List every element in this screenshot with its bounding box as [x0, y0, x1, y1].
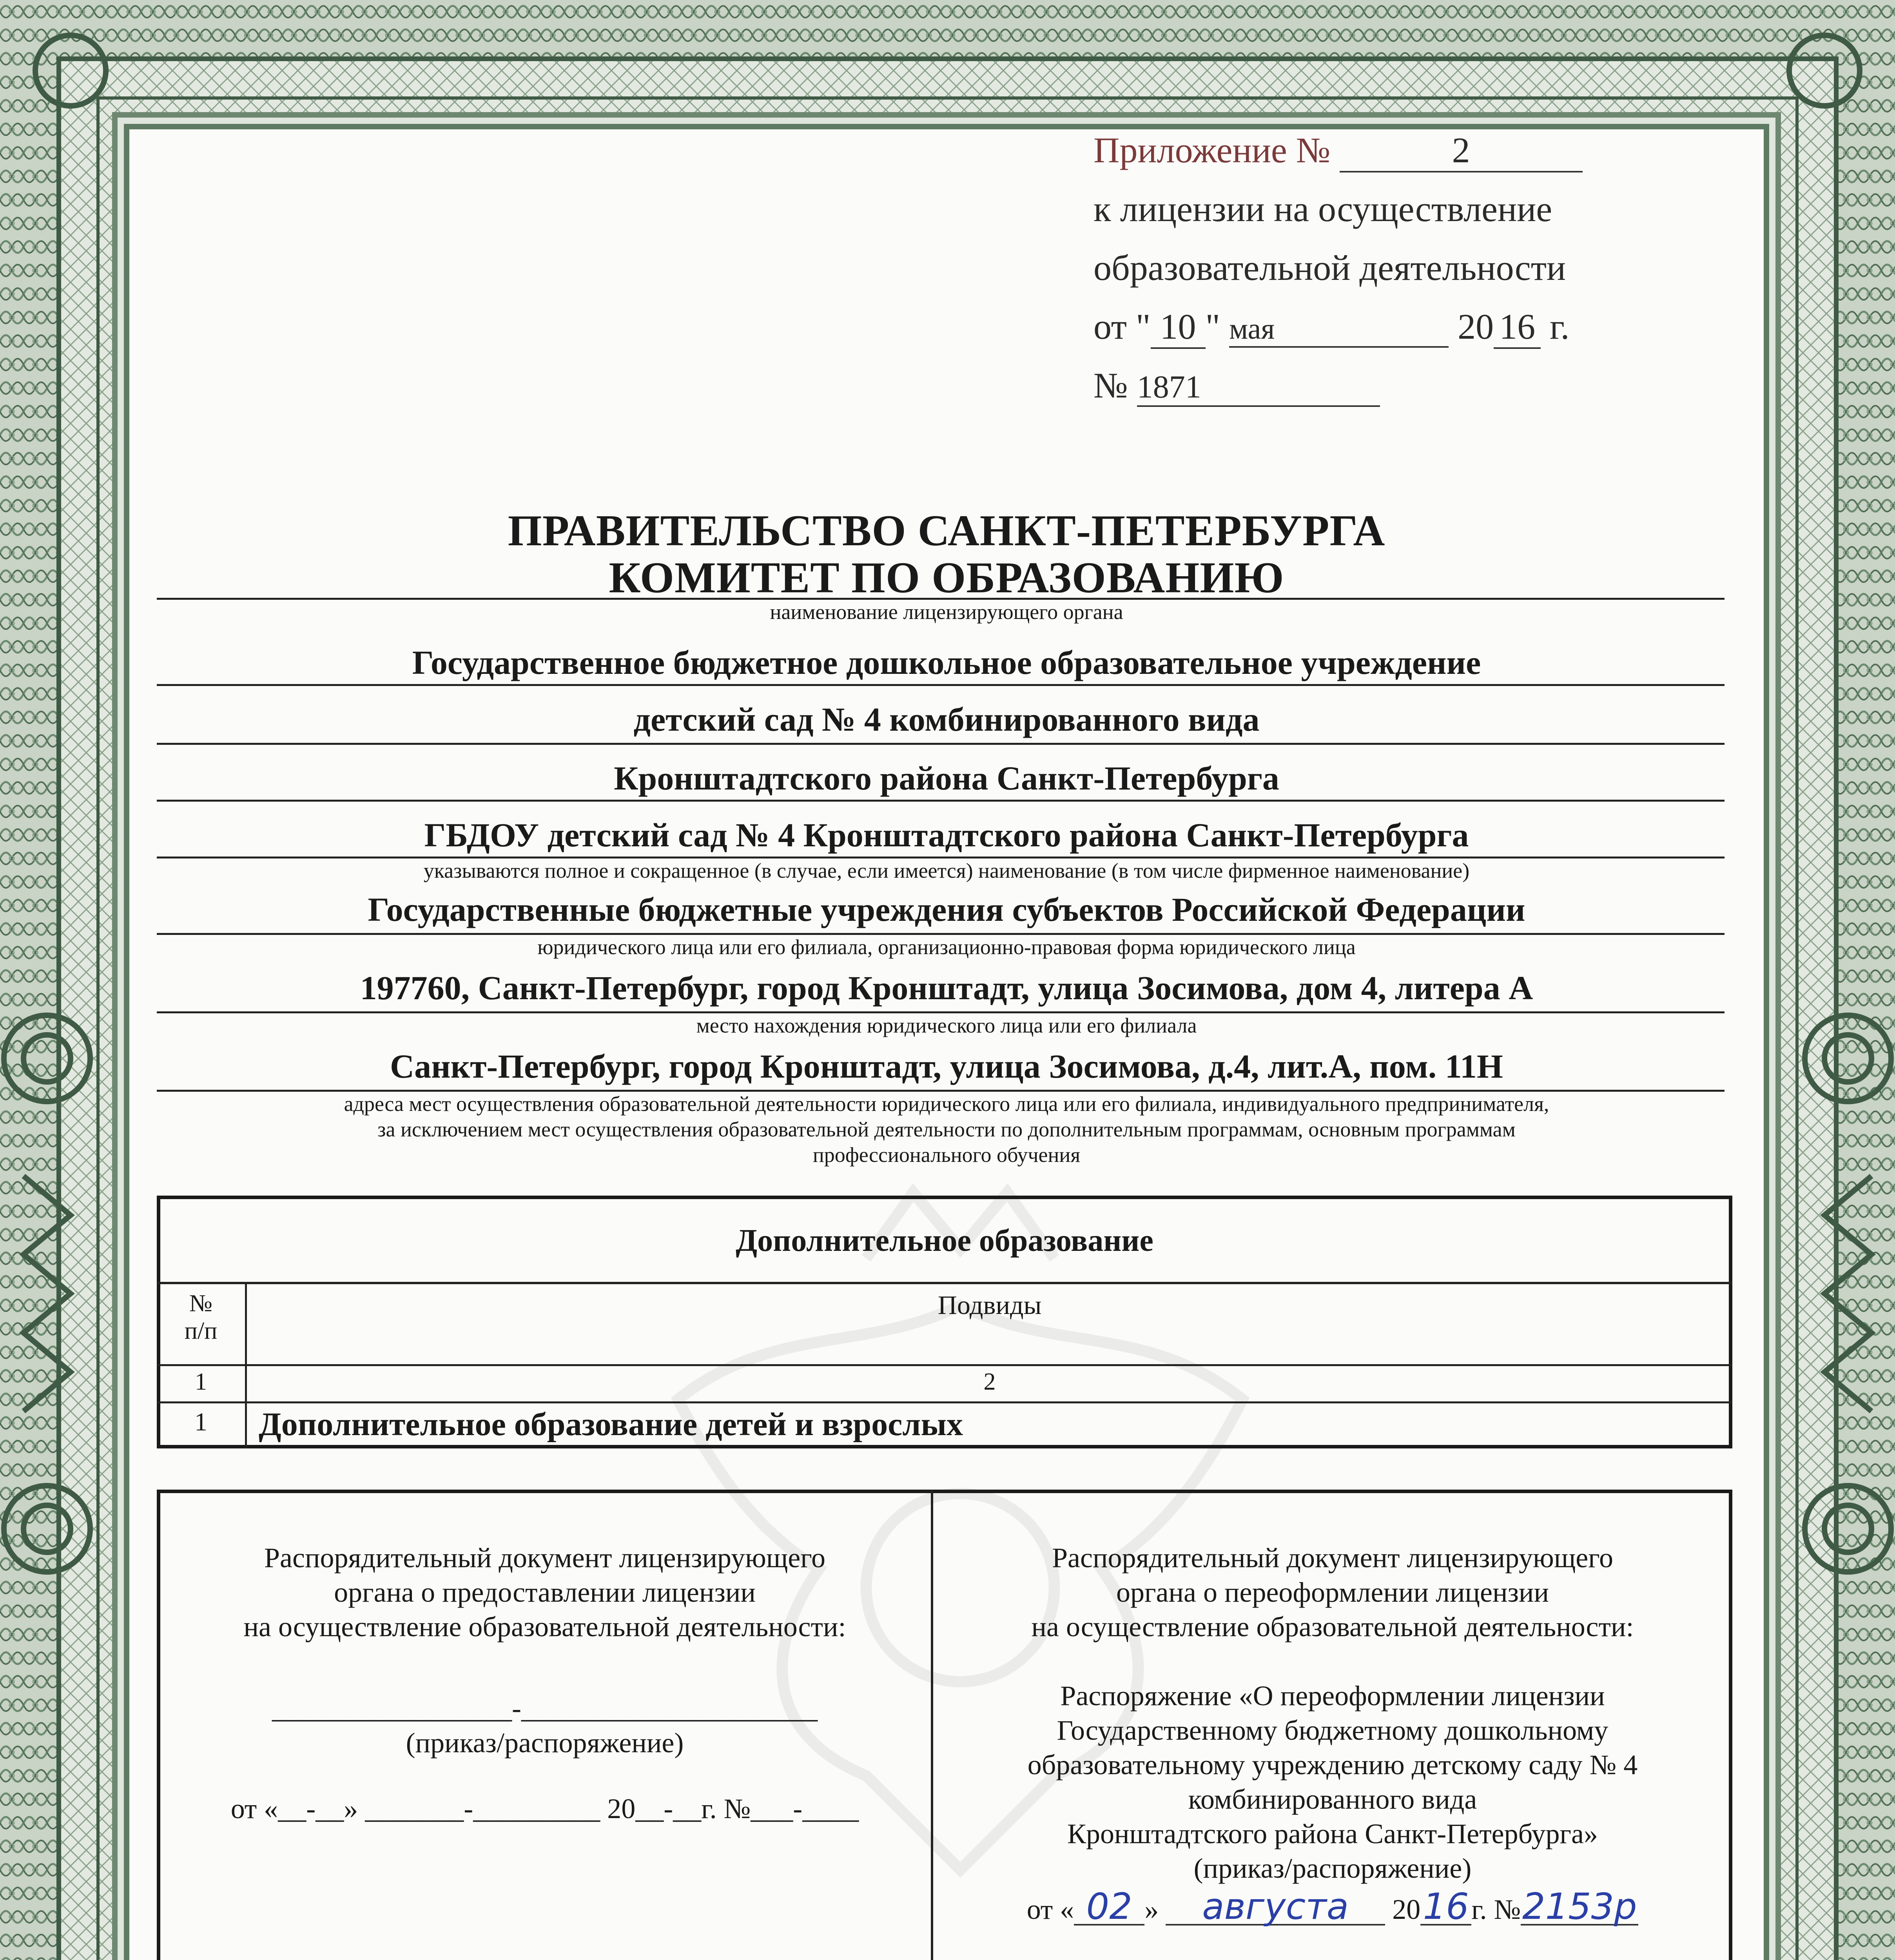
- org-name-2: детский сад № 4 комбинированного вида: [633, 701, 1260, 738]
- table-title-divider: [157, 1282, 1732, 1284]
- org-name-1: Государственное бюджетное дошкольное образовательное учреждение: [412, 644, 1481, 681]
- orders-right-year: 16: [1420, 1889, 1471, 1926]
- table-header-divider: [157, 1364, 1732, 1366]
- orders-right: [935, 1541, 1730, 1927]
- orders-right-month: августа: [1166, 1889, 1385, 1926]
- authority-line2: КОМИТЕТ ПО ОБРАЗОВАНИЮ: [609, 554, 1284, 602]
- org-caption-activity-3: профессионального обучения: [812, 1143, 1081, 1167]
- authority-caption: наименование лицензирующего органа: [770, 600, 1123, 624]
- orders-right-text4: комбинированного вида: [1188, 1784, 1477, 1815]
- org-activity-address: Санкт-Петербург, город Кронштадт, улица Зосимова, д.4, лит.А, пом. 11Н: [390, 1047, 1503, 1085]
- org-caption-name: указываются полное и сокращенное (в случае, если имеется) наименование (в том числе фирменное наименование): [423, 859, 1470, 882]
- orders-right-text1: Распоряжение «О переоформлении лицензии: [1060, 1680, 1605, 1711]
- appendix-license-number: 1871: [1137, 368, 1380, 407]
- org-caption-activity-1: адреса мест осуществления образовательной деятельности юридического лица или его филиала, индивидуального предпринимателя,: [344, 1092, 1549, 1116]
- appendix-block: [1093, 129, 1681, 423]
- appendix-day: 10: [1151, 306, 1206, 349]
- org-underline-2: [157, 743, 1725, 745]
- orders-left-date: от «__-__» _______-_________ 20__-__г. №___-____: [230, 1793, 859, 1824]
- appendix-number-line: № 1871: [1093, 365, 1681, 423]
- authority-line1: ПРАВИТЕЛЬСТВО САНКТ-ПЕТЕРБУРГА: [508, 506, 1385, 555]
- org-legal-form: Государственные бюджетные учреждения субъектов Российской Федерации: [368, 891, 1525, 928]
- table-index-1: 1: [195, 1368, 207, 1395]
- org-caption-form: юридического лица или его филиала, организационно-правовая форма юридического лица: [537, 935, 1356, 959]
- orders-left-line1: Распорядительный документ лицензирующего: [264, 1542, 825, 1573]
- orders-right-text3: образовательному учреждению детскому саду № 4: [1027, 1749, 1638, 1780]
- orders-left-line3: на осуществление образовательной деятельности:: [243, 1611, 846, 1642]
- orders-right-text2: Государственному бюджетному дошкольному: [1057, 1715, 1608, 1746]
- orders-left-line2: органа о предоставлении лицензии: [334, 1577, 756, 1608]
- appendix-line1: к лицензии на осуществление: [1093, 189, 1552, 229]
- orders-right-text5: Кронштадтского района Санкт-Петербурга»: [1067, 1818, 1598, 1849]
- table-row-num: 1: [194, 1408, 207, 1436]
- org-underline-1: [157, 684, 1725, 686]
- orders-right-line1: Распорядительный документ лицензирующего: [1052, 1542, 1613, 1573]
- appendix-label: Приложение №: [1093, 130, 1331, 170]
- table-header-num-1: №: [189, 1290, 213, 1317]
- orders-right-day: 02: [1074, 1889, 1144, 1926]
- orders-right-caption: (приказ/распоряжение): [1193, 1853, 1472, 1884]
- orders-divider: [931, 1490, 933, 1960]
- appendix-number: 2: [1452, 130, 1470, 170]
- appendix-line2: образовательной деятельности: [1093, 248, 1566, 288]
- org-caption-address: место нахождения юридического лица или его филиала: [696, 1014, 1197, 1037]
- org-caption-activity-2: за исключением мест осуществления образовательной деятельности по дополнительным программам, основным программам: [377, 1118, 1516, 1141]
- orders-right-date: от « 02 » августа 2016г. №2153р: [935, 1889, 1730, 1927]
- orders-right-line3: на осуществление образовательной деятельности:: [1031, 1611, 1634, 1642]
- table-header-num: [157, 1290, 245, 1345]
- orders-right-line2: органа о переоформлении лицензии: [1116, 1577, 1549, 1608]
- org-name-3: Кронштадтского района Санкт-Петербурга: [614, 759, 1279, 797]
- table-header-subtypes: Подвиды: [938, 1290, 1042, 1320]
- table-index-2: 2: [983, 1368, 996, 1395]
- orders-left-caption: (приказ/распоряжение): [406, 1727, 684, 1759]
- orders-right-number: 2153р: [1521, 1889, 1638, 1926]
- table-header-num-2: п/п: [184, 1318, 218, 1344]
- org-address: 197760, Санкт-Петербург, город Кронштадт, улица Зосимова, дом 4, литера А: [360, 969, 1533, 1007]
- appendix-month: мая: [1229, 312, 1449, 348]
- table-title: Дополнительное образование: [736, 1223, 1153, 1258]
- appendix-date: от " 10 " мая 20 16 г.: [1093, 306, 1681, 365]
- orders-left-blank: _________________-_____________________: [272, 1693, 818, 1724]
- org-short-name: ГБДОУ детский сад № 4 Кронштадтского района Санкт-Петербурга: [424, 816, 1469, 854]
- orders-left: [161, 1541, 929, 1826]
- org-underline-3: [157, 800, 1725, 802]
- table-index-divider: [157, 1401, 1732, 1403]
- appendix-year: 16: [1494, 306, 1541, 349]
- table-row-name: Дополнительное образование детей и взрослых: [259, 1406, 963, 1443]
